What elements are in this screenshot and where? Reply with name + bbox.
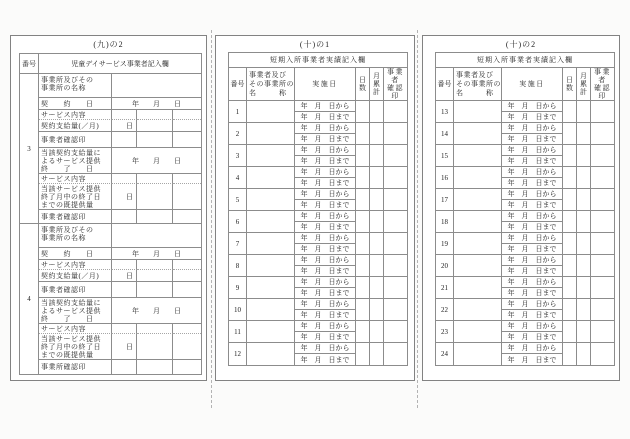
provider-name-field (247, 321, 295, 343)
service-content-field (137, 260, 173, 270)
date-from-field: 年 月 日から (295, 321, 356, 332)
supply-field (173, 270, 201, 282)
date-from-field: 年 月 日から (502, 343, 563, 354)
date-to-field: 年 月 日まで (295, 244, 356, 255)
date-to-field: 年 月 日まで (295, 134, 356, 145)
seal-field (384, 299, 407, 321)
page-cut-line-right (417, 30, 418, 408)
date-to-field: 年 月 日まで (295, 354, 356, 365)
provider-seal-label: 事業者確認印 (39, 282, 112, 298)
contract-date-field: 年 月 日 (112, 248, 201, 260)
row-number: 6 (229, 211, 247, 233)
date-from-field: 年 月 日から (502, 299, 563, 310)
provider-name-field (454, 277, 502, 299)
provided-amount-field (137, 334, 173, 360)
short-stay-table-2 (435, 52, 615, 366)
implementation-date-column-header: 実施日 (295, 68, 356, 101)
seal-field (384, 233, 407, 255)
row-number: 10 (229, 299, 247, 321)
days-field (356, 233, 370, 255)
monthly-total-field (370, 211, 384, 233)
row-number: 4 (229, 167, 247, 189)
office-name-field (112, 74, 201, 98)
days-field (563, 189, 577, 211)
provider-name-field (454, 321, 502, 343)
record-row (229, 321, 407, 343)
days-field (356, 101, 370, 123)
table-title: 児童デイサービス事業者記入欄 (39, 54, 201, 74)
monthly-total-field (370, 189, 384, 211)
date-to-field: 年 月 日まで (295, 178, 356, 189)
row-number: 8 (229, 255, 247, 277)
service-content-field (112, 324, 137, 334)
seal-field (384, 277, 407, 299)
office-name-label: 事業所及びその 事業所の名称 (39, 224, 112, 248)
service-content-field (112, 174, 137, 184)
monthly-total-field (370, 299, 384, 321)
record-row (229, 101, 407, 123)
days-field (356, 277, 370, 299)
date-to-field: 年 月 日まで (502, 288, 563, 299)
days-field (563, 233, 577, 255)
provider-name-field (247, 255, 295, 277)
days-field (563, 123, 577, 145)
service-content-field (112, 260, 137, 270)
record-row (436, 211, 614, 233)
row-number: 24 (436, 343, 454, 365)
supply-field (137, 270, 173, 282)
provider-name-field (247, 211, 295, 233)
provider-name-field (454, 255, 502, 277)
office-seal-field (173, 210, 201, 224)
monthly-total-field (370, 167, 384, 189)
record-row (229, 167, 407, 189)
provider-name-field (454, 167, 502, 189)
record-row (436, 145, 614, 167)
number-column-header: 番号 (436, 68, 454, 101)
provider-name-field (247, 233, 295, 255)
row-number: 5 (229, 189, 247, 211)
monthly-total-field (370, 145, 384, 167)
service-end-date-field: 年 月 日 (112, 148, 201, 174)
provider-seal-field (112, 282, 137, 298)
date-to-field: 年 月 日まで (502, 332, 563, 343)
provider-seal-label: 事業者確認印 (39, 132, 112, 148)
day-service-table (19, 53, 202, 375)
seal-field (591, 321, 614, 343)
row-number: 7 (229, 233, 247, 255)
contract-date-field: 年 月 日 (112, 98, 201, 110)
monthly-total-field (577, 321, 591, 343)
seal-field (591, 145, 614, 167)
monthly-total-field (577, 123, 591, 145)
provided-amount-field (173, 184, 201, 210)
provider-name-field (454, 233, 502, 255)
seal-field (384, 211, 407, 233)
date-to-field: 年 月 日まで (502, 354, 563, 365)
supply-field (137, 120, 173, 132)
days-field (563, 255, 577, 277)
page-label: (十)の2 (505, 40, 537, 49)
provider-name-field (247, 101, 295, 123)
row-number: 23 (436, 321, 454, 343)
days-field (356, 255, 370, 277)
record-row (436, 189, 614, 211)
days-field (356, 321, 370, 343)
office-seal-label: 事業者確認印 (39, 210, 112, 224)
provider-seal-column-header: 事業者 確認印 (591, 68, 614, 101)
date-from-field: 年 月 日から (502, 145, 563, 156)
monthly-total-field (577, 167, 591, 189)
record-row (436, 277, 614, 299)
provided-amount-field (137, 184, 173, 210)
row-number: 9 (229, 277, 247, 299)
provider-seal-field (173, 282, 201, 298)
service-end-date-field: 年 月 日 (112, 298, 201, 324)
seal-field (384, 321, 407, 343)
monthly-total-column-header: 月累計 (370, 68, 384, 101)
date-from-field: 年 月 日から (502, 189, 563, 200)
record-row (229, 255, 407, 277)
provider-name-field (247, 145, 295, 167)
provider-name-column-header: 事業者及び その事業所の 名 称 (247, 68, 295, 101)
provided-unit-label: 日 (112, 184, 137, 210)
row-number: 22 (436, 299, 454, 321)
record-row (229, 299, 407, 321)
date-from-field: 年 月 日から (502, 123, 563, 134)
row-number: 14 (436, 123, 454, 145)
service-content-label: サービス内容 (39, 324, 112, 334)
date-to-field: 年 月 日まで (502, 200, 563, 211)
seal-field (384, 123, 407, 145)
provider-name-field (247, 343, 295, 365)
provider-name-field (454, 189, 502, 211)
provider-seal-column-header: 事業者 確認印 (384, 68, 407, 101)
date-to-field: 年 月 日まで (295, 332, 356, 343)
contract-date-label: 契 約 日 (39, 248, 112, 260)
provided-unit-label: 日 (112, 334, 137, 360)
seal-field (591, 167, 614, 189)
date-to-field: 年 月 日まで (502, 310, 563, 321)
monthly-total-field (370, 101, 384, 123)
provider-name-field (247, 189, 295, 211)
row-number: 12 (229, 343, 247, 365)
date-to-field: 年 月 日まで (502, 244, 563, 255)
monthly-total-field (577, 343, 591, 365)
record-row (436, 101, 614, 123)
entry-section (20, 224, 201, 374)
provided-amount-label: 当該サービス提供 終了月中の終了日 までの既提供量 (39, 334, 112, 360)
date-from-field: 年 月 日から (295, 211, 356, 222)
provider-name-field (454, 101, 502, 123)
days-field (356, 145, 370, 167)
date-to-field: 年 月 日まで (295, 310, 356, 321)
office-seal-field (112, 360, 137, 374)
office-name-label: 事業所及びその 事業所の名称 (39, 74, 112, 98)
seal-field (591, 255, 614, 277)
date-to-field: 年 月 日まで (502, 112, 563, 123)
record-row (436, 167, 614, 189)
record-row (229, 145, 407, 167)
seal-field (384, 255, 407, 277)
record-row (229, 277, 407, 299)
date-from-field: 年 月 日から (295, 189, 356, 200)
date-to-field: 年 月 日まで (295, 112, 356, 123)
row-number: 18 (436, 211, 454, 233)
service-content-field (173, 174, 201, 184)
row-number: 17 (436, 189, 454, 211)
date-to-field: 年 月 日まで (502, 266, 563, 277)
record-row (229, 343, 407, 365)
section-number: 4 (20, 224, 39, 374)
record-row (436, 299, 614, 321)
service-content-field (137, 324, 173, 334)
monthly-total-field (577, 299, 591, 321)
days-field (563, 167, 577, 189)
seal-field (384, 343, 407, 365)
provider-name-field (454, 211, 502, 233)
monthly-total-field (577, 211, 591, 233)
record-row (436, 321, 614, 343)
provider-name-field (247, 167, 295, 189)
seal-field (591, 123, 614, 145)
date-from-field: 年 月 日から (295, 277, 356, 288)
date-to-field: 年 月 日まで (295, 156, 356, 167)
date-from-field: 年 月 日から (502, 255, 563, 266)
office-seal-field (137, 360, 173, 374)
row-number: 21 (436, 277, 454, 299)
service-content-field (112, 110, 137, 120)
contract-supply-label: 契約支給量(／月) (39, 120, 112, 132)
date-to-field: 年 月 日まで (295, 200, 356, 211)
service-content-label: サービス内容 (39, 260, 112, 270)
days-field (563, 343, 577, 365)
office-name-field (112, 224, 201, 248)
row-number: 2 (229, 123, 247, 145)
provider-name-column-header: 事業者及び その事業所の 名 称 (454, 68, 502, 101)
seal-field (591, 343, 614, 365)
seal-field (384, 101, 407, 123)
monthly-total-field (577, 233, 591, 255)
service-content-field (173, 260, 201, 270)
date-from-field: 年 月 日から (502, 211, 563, 222)
date-from-field: 年 月 日から (295, 299, 356, 310)
contract-date-label: 契 約 日 (39, 98, 112, 110)
provider-seal-field (173, 132, 201, 148)
provided-amount-field (173, 334, 201, 360)
days-field (356, 299, 370, 321)
row-number: 1 (229, 101, 247, 123)
page-label: (十)の1 (299, 40, 331, 49)
seal-field (591, 101, 614, 123)
days-field (563, 101, 577, 123)
row-number: 19 (436, 233, 454, 255)
date-to-field: 年 月 日まで (295, 222, 356, 233)
seal-field (591, 211, 614, 233)
days-field (356, 123, 370, 145)
monthly-total-field (370, 277, 384, 299)
service-content-field (137, 110, 173, 120)
seal-field (591, 233, 614, 255)
day-service-panel (10, 35, 207, 381)
date-to-field: 年 月 日まで (502, 156, 563, 167)
service-content-field (173, 324, 201, 334)
service-end-date-label: 当該契約支給量に よるサービス提供 終 了 日 (39, 298, 112, 324)
office-seal-field (112, 210, 137, 224)
service-content-label: サービス内容 (39, 174, 112, 184)
monthly-total-field (370, 233, 384, 255)
seal-field (384, 167, 407, 189)
record-row (436, 343, 614, 365)
office-seal-field (173, 360, 201, 374)
page-label: (九)の2 (93, 40, 124, 49)
monthly-total-column-header: 月累計 (577, 68, 591, 101)
page-cut-line-left (211, 30, 212, 408)
row-number: 11 (229, 321, 247, 343)
record-row (436, 123, 614, 145)
days-column-header: 日数 (356, 68, 370, 101)
date-from-field: 年 月 日から (502, 321, 563, 332)
date-to-field: 年 月 日まで (502, 134, 563, 145)
row-number: 15 (436, 145, 454, 167)
date-from-field: 年 月 日から (502, 167, 563, 178)
short-stay-table-1 (228, 52, 408, 366)
date-from-field: 年 月 日から (295, 233, 356, 244)
service-content-label: サービス内容 (39, 110, 112, 120)
date-to-field: 年 月 日まで (295, 266, 356, 277)
row-number: 3 (229, 145, 247, 167)
seal-field (384, 189, 407, 211)
days-field (563, 211, 577, 233)
provider-name-field (247, 277, 295, 299)
days-field (356, 343, 370, 365)
provider-name-field (247, 123, 295, 145)
days-field (356, 189, 370, 211)
monthly-total-field (370, 255, 384, 277)
date-from-field: 年 月 日から (295, 145, 356, 156)
short-stay-panel-2 (422, 35, 620, 381)
monthly-total-field (577, 101, 591, 123)
number-column-header: 番号 (20, 54, 39, 74)
days-field (563, 277, 577, 299)
provider-seal-field (137, 132, 173, 148)
service-end-date-label: 当該契約支給量に よるサービス提供 終 了 日 (39, 148, 112, 174)
seal-field (591, 277, 614, 299)
monthly-total-field (577, 277, 591, 299)
contract-supply-label: 契約支給量(／月) (39, 270, 112, 282)
table-title: 短期入所事業者実績記入欄 (436, 53, 614, 68)
service-content-field (137, 174, 173, 184)
monthly-total-field (577, 145, 591, 167)
monthly-total-field (577, 255, 591, 277)
days-field (563, 145, 577, 167)
monthly-total-field (370, 343, 384, 365)
monthly-total-field (370, 123, 384, 145)
supply-unit-label: 日 (112, 120, 137, 132)
days-field (563, 321, 577, 343)
row-number: 16 (436, 167, 454, 189)
days-field (356, 167, 370, 189)
provider-seal-field (137, 282, 173, 298)
provided-amount-label: 当該サービス提供 終了月中の終了日 までの既提供量 (39, 184, 112, 210)
implementation-date-column-header: 実施日 (502, 68, 563, 101)
record-row (229, 211, 407, 233)
supply-field (173, 120, 201, 132)
record-row (229, 233, 407, 255)
days-field (356, 211, 370, 233)
date-to-field: 年 月 日まで (295, 288, 356, 299)
date-from-field: 年 月 日から (295, 255, 356, 266)
monthly-total-field (577, 189, 591, 211)
date-to-field: 年 月 日まで (502, 178, 563, 189)
date-from-field: 年 月 日から (502, 233, 563, 244)
record-row (436, 233, 614, 255)
short-stay-panel-1 (215, 35, 415, 381)
office-seal-label: 事業所確認印 (39, 360, 112, 374)
service-content-field (173, 110, 201, 120)
days-column-header: 日数 (563, 68, 577, 101)
provider-name-field (247, 299, 295, 321)
provider-name-field (454, 343, 502, 365)
section-number: 3 (20, 74, 39, 224)
supply-unit-label: 日 (112, 270, 137, 282)
date-from-field: 年 月 日から (502, 101, 563, 112)
date-from-field: 年 月 日から (295, 101, 356, 112)
seal-field (591, 189, 614, 211)
seal-field (591, 299, 614, 321)
row-number: 13 (436, 101, 454, 123)
date-from-field: 年 月 日から (502, 277, 563, 288)
table-title: 短期入所事業者実績記入欄 (229, 53, 407, 68)
provider-name-field (454, 145, 502, 167)
days-field (563, 299, 577, 321)
entry-section (20, 74, 201, 224)
seal-field (384, 145, 407, 167)
record-row (229, 189, 407, 211)
provider-name-field (454, 299, 502, 321)
date-from-field: 年 月 日から (295, 343, 356, 354)
date-to-field: 年 月 日まで (502, 222, 563, 233)
monthly-total-field (370, 321, 384, 343)
number-column-header: 番号 (229, 68, 247, 101)
provider-name-field (454, 123, 502, 145)
row-number: 20 (436, 255, 454, 277)
provider-seal-field (112, 132, 137, 148)
date-from-field: 年 月 日から (295, 123, 356, 134)
record-row (436, 255, 614, 277)
date-from-field: 年 月 日から (295, 167, 356, 178)
record-row (229, 123, 407, 145)
office-seal-field (137, 210, 173, 224)
